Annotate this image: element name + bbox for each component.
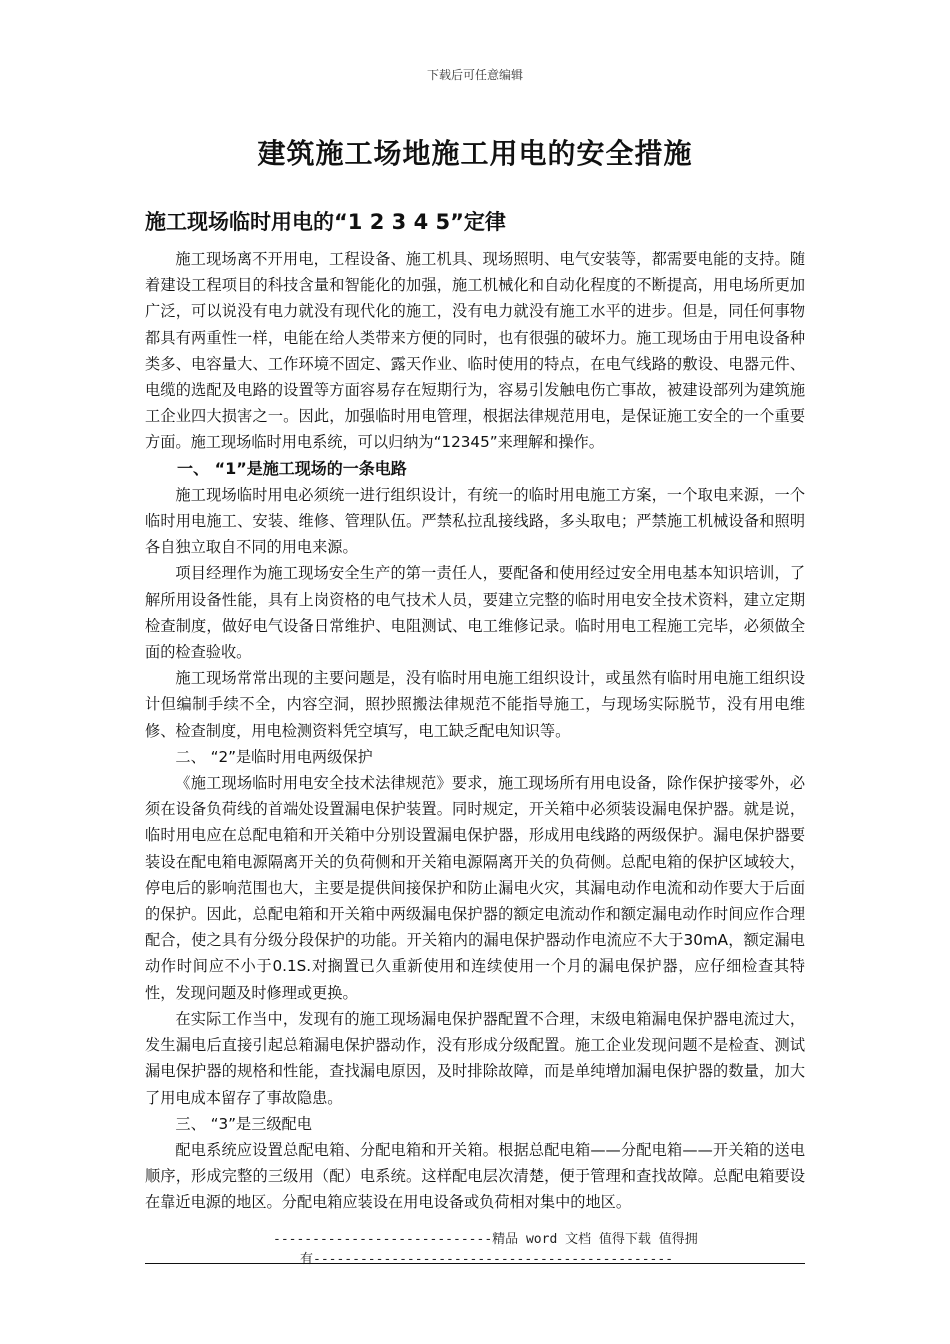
paragraph-3a: 配电系统应设置总配电箱、分配电箱和开关箱。根据总配电箱——分配电箱——开关箱的送电顺序，形成完整的三级用（配）电系统。这样配电层次清楚，便于管理和查找故障。总配电箱要设在靠近电源的地区。分配电箱应装设在用电设备或负荷相对集中的地区。 bbox=[145, 1140, 805, 1212]
document-title: 建筑施工场地施工用电的安全措施 bbox=[257, 137, 693, 170]
header-note: 下载后可任意编辑 bbox=[426, 68, 523, 82]
paragraph-1c: 施工现场常常出现的主要问题是，没有临时用电施工组织设计，或虽然有临时用电施工组织设计但编制手续不全，内容空洞，照抄照搬法律规范不能指导施工，与现场实际脱节，没有用电维修、检查制度，用电检测资料凭空填写，电工缺乏配电知识等。 bbox=[145, 669, 805, 740]
footer-line-1: ----------------------------精品 word 文档 值得下载 值得拥 bbox=[273, 1232, 698, 1247]
footer-divider bbox=[145, 1263, 805, 1264]
paragraph-intro: 施工现场离不开用电，工程设备、施工机具、现场照明、电气安装等，都需要电能的支持。随着建设工程项目的科技含量和智能化的加强，施工机械化和自动化程度的不断提高，用电场所更加广泛，可以说没有电力就没有现代化的施工，没有电力就没有施工水平的进步。但是，同任何事物都具有两重性一样，电能在给人类带来方便的同时，也有很强的破坏力。施工现场由于用电设备种类多、电容量大、工作环境不固定、露天作业、临时使用的特点，在电气线路的敷设、电器元件、电缆的选配及电路的设置等方面容易存在短期行为，容易引发触电伤亡事故，被建设部列为建筑施工企业四大损害之一。因此，加强临时用电管理，根据法律规范用电，是保证施工安全的一个重要方面。施工现场临时用电系统，可以归纳为“12345”来理解和操作。 bbox=[145, 250, 805, 452]
paragraph-2a: 《施工现场临时用电安全技术法律规范》要求，施工现场所有用电设备，除作保护接零外，必须在设备负荷线的首端处设置漏电保护装置。同时规定，开关箱中必须装设漏电保护器。就是说，临时用电应在总配电箱和开关箱中分别设置漏电保护器，形成用电线路的两级保护。漏电保护器要装设在配电箱电源隔离开关的负荷侧和开关箱电源隔离开关的负荷侧。总配电箱的保护区域较大，停电后的影响范围也大，主要是提供间接保护和防止漏电火灾，其漏电动作电流和动作要大于后面的保护。因此，总配电箱和开关箱中两级漏电保护器的额定电流动作和额定漏电动作时间应作合理配合，使之具有分级分段保护的功能。开关箱内的漏电保护器动作电流应不大于30mA，额定漏电动作时间应不小于0.1S.对搁置已久重新使用和连续使用一个月的漏电保护器，应仔细检查其特性，发现问题及时修理或更换。 bbox=[145, 774, 805, 1002]
footer-line-2: 有---------------------------------------------- bbox=[300, 1252, 674, 1267]
paragraph-1b: 项目经理作为施工现场安全生产的第一责任人，要配备和使用经过安全用电基本知识培训，了解所用设备性能，具有上岗资格的电气技术人员，要建立完整的临时用电安全技术资料，建立定期检查制度，做好电气设备日常维护、电阻测试、电工维修记录。临时用电工程施工完毕，必须做全面的检查验收。 bbox=[145, 564, 805, 662]
subheading-2: 二、 “2”是临时用电两级保护 bbox=[175, 747, 373, 766]
paragraph-2b: 在实际工作当中，发现有的施工现场漏电保护器配置不合理，末级电箱漏电保护器电流过大，发生漏电后直接引起总箱漏电保护器动作，没有形成分级配置。施工企业发现问题不是检查、测试漏电保护器的规格和性能，查找漏电原因，及时排除故障，而是单纯增加漏电保护器的数量，加大了用电成本留存了事故隐患。 bbox=[145, 1009, 805, 1107]
subheading-1: 一、 “1”是施工现场的一条电路 bbox=[177, 458, 407, 478]
paragraph-1a: 施工现场临时用电必须统一进行组织设计，有统一的临时用电施工方案，一个取电来源，一个临时用电施工、安装、维修、管理队伍。严禁私拉乱接线路，多头取电；严禁施工机械设备和照明各自独立取自不同的用电来源。 bbox=[145, 485, 805, 557]
subheading-3: 三、 “3”是三级配电 bbox=[175, 1114, 312, 1133]
page-footer bbox=[145, 1230, 805, 1270]
document-body bbox=[145, 246, 805, 1216]
section-title: 施工现场临时用电的“1 2 3 4 5”定律 bbox=[145, 210, 506, 234]
